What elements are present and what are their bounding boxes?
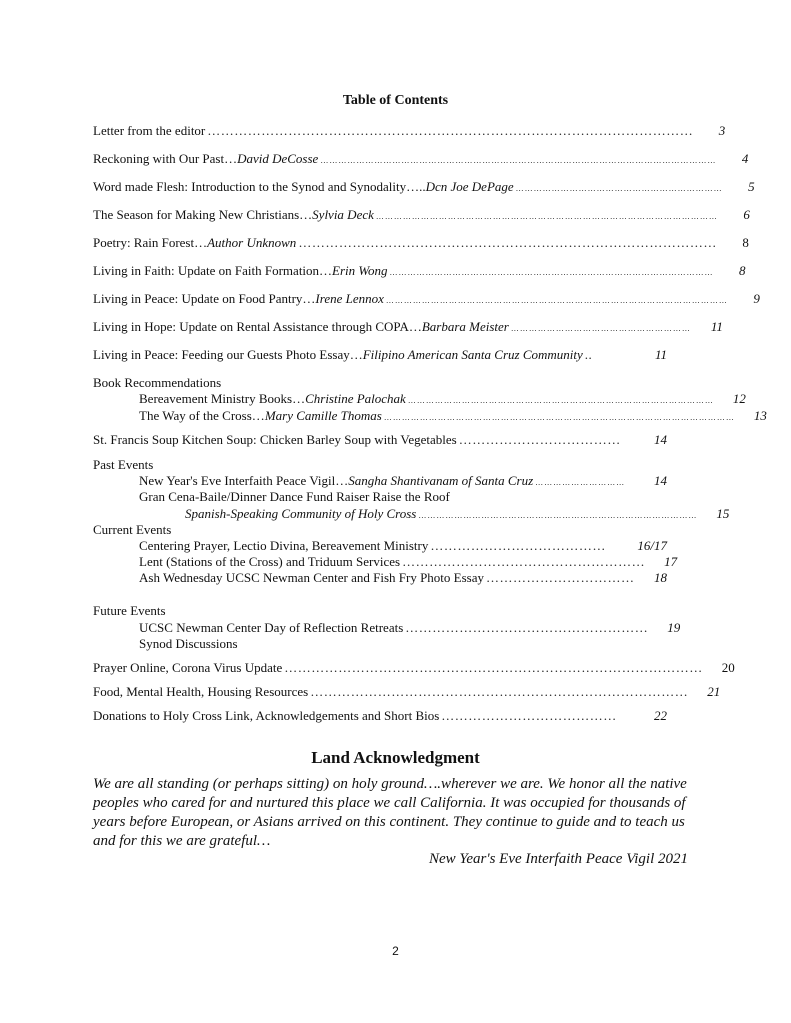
entry-author: Sylvia Deck [312,207,374,222]
dot-leader: ………………………………………………………………………… [310,684,689,699]
entry-author: Author Unknown [207,235,297,250]
entry-title: Ash Wednesday UCSC Newman Center and Fish Fry Photo Essay [139,570,485,585]
entry-title: Living in Faith: Update on Faith Formation… [93,263,333,278]
entry-author: Barbara Meister [421,319,509,334]
dot-leader: ………………………………………………………………………………………… [407,396,714,405]
toc-entry [93,179,755,197]
dot-leader: ……………………………………………… [405,620,649,635]
entry-author: Erin Wong [332,263,388,278]
entry-title: New Year's Eve Interfaith Peace Vigil… [139,473,349,488]
entry-page: 18 [654,570,667,585]
land-acknowledgment-title: Land Acknowledgment [311,748,480,767]
entry-title: The Season for Making New Christians… [93,207,313,222]
toc-subentry [185,506,730,524]
dot-leader: ………………………………… [441,708,617,723]
entry-page: 15 [716,506,730,521]
dot-leader: …………………………………………………………………………………………………… [375,212,718,221]
land-acknowledgment-body: We are all standing (or perhaps sitting) on holy ground….wherever we are. We honor all the native peoples who cared for and nurtured this place we call California. It was occupied for thousands of years before European, or Asians arrived on this continent. They continue to guide and to teach us and for this we are grateful… [93,776,687,849]
entry-title: Living in Peace: Update on Food Pantry… [93,291,316,306]
entry-title: Reckoning with Our Past… [93,151,238,166]
entry-title: St. Francis Soup Kitchen Soup: Chicken Barley Soup with Vegetables [93,432,457,447]
toc-entry [93,235,749,253]
page-number: 2 [392,944,399,958]
section-heading-current: Current Events [93,522,172,537]
entry-author: Irene Lennox [315,291,384,306]
entry-page: 6 [743,207,750,222]
section-heading-past: Past Events [93,457,154,472]
toc-entry [93,708,667,726]
toc-subentry-title: Synod Discussions [139,636,238,651]
toc-entry [93,123,726,141]
entry-title: Letter from the editor [93,123,206,138]
entry-page: 8 [739,263,746,278]
entry-author: Sangha Shantivanam of Santa Cruz [348,473,534,488]
entry-page: 9 [753,291,760,306]
entry-title: Poetry: Rain Forest… [93,235,208,250]
section-heading-future: Future Events [93,603,166,618]
land-acknowledgment-signature: New Year's Eve Interfaith Peace Vigil 2021 [429,851,688,867]
toc-entry [93,207,750,225]
entry-page: 14 [654,473,667,488]
dot-leader: …………………………………………………………… [515,184,723,193]
entry-title: Word made Flesh: Introduction to the Synod and Synodality….. [93,179,426,194]
dot-leader: ………………………………………………………………………………… [418,511,698,520]
dot-leader: ………………………… [535,478,626,487]
dot-leader: …………………………………………………………………………………………………………………… [320,156,717,165]
entry-title: Centering Prayer, Lectio Divina, Bereavement Ministry [139,538,429,553]
entry-title: UCSC Newman Center Day of Reflection Retreats [139,620,404,635]
entry-page: 22 [654,708,667,723]
entry-title: Prayer Online, Corona Virus Update [93,660,283,675]
entry-page: 5 [748,179,755,194]
entry-author: Mary Camille Thomas [264,408,382,423]
entry-page: 13 [753,408,767,423]
entry-page: 12 [732,391,746,406]
entry-author: Christine Palochak [305,391,406,406]
dot-leader: ……………………………… [458,432,621,447]
dot-leader: .. [584,347,593,362]
entry-title: Living in Hope: Update on Rental Assistance through COPA… [93,319,422,334]
toc-entry [93,347,667,365]
dot-leader: ………………………………… [430,538,606,553]
dot-leader: ……………………………………………………………………………………………… [207,123,694,138]
entry-title: Donations to Holy Cross Link, Acknowledgements and Short Bios [93,708,440,723]
entry-page: 11 [654,347,667,362]
entry-page: 21 [707,684,721,699]
toc-entry [93,660,735,678]
entry-page: 17 [664,554,678,569]
entry-author: Filipino American Santa Cruz Community [362,347,583,362]
dot-leader: ……………………………………………………………………………………………… [389,268,714,277]
dot-leader: ……………………………………………………………………………………………………… [383,413,735,422]
entry-title: Lent (Stations of the Cross) and Triduum Services [139,554,401,569]
section-heading-books: Book Recommendations [93,375,222,390]
toc-subentry [139,408,767,426]
dot-leader: …………………………… [486,570,635,585]
toc-entry [93,151,749,169]
dot-leader: ……………………………………………… [402,554,646,569]
toc-entry [93,291,760,309]
entry-author: David DeCosse [237,151,319,166]
toc-entry [93,263,746,281]
toc-title: Table of Contents [342,93,449,108]
entry-title: Living in Peace: Feeding our Guests Photo Essay… [93,347,363,362]
entry-title: The Way of the Cross… [139,408,265,423]
entry-title: Food, Mental Health, Housing Resources [93,684,309,699]
toc-entry [93,319,723,337]
entry-page: 8 [742,235,749,250]
toc-entry [93,432,667,450]
entry-page: 16/17 [637,538,667,553]
entry-author: Spanish-Speaking Community of Holy Cross [185,506,417,521]
toc-subentry-title: Gran Cena-Baile/Dinner Dance Fund Raiser Raise the Roof [139,489,450,504]
entry-page: 20 [721,660,735,675]
entry-page: 3 [718,123,726,138]
toc-subentry [139,391,746,409]
entry-author: Dcn Joe DePage [425,179,514,194]
toc-subentry [139,570,667,588]
entry-title: Bereavement Ministry Books… [139,391,306,406]
dot-leader: ………………………………………………………………………………… [298,235,717,250]
dot-leader: ………………………………………………………………………………… [284,660,703,675]
entry-page: 4 [741,151,749,166]
toc-entry [93,684,721,702]
entry-page: 19 [667,620,681,635]
dot-leader: …………………………………………………… [510,324,691,333]
dot-leader: …………………………………………………………………………………………………… [385,296,728,305]
entry-page: 11 [710,319,723,334]
entry-page: 14 [654,432,667,447]
